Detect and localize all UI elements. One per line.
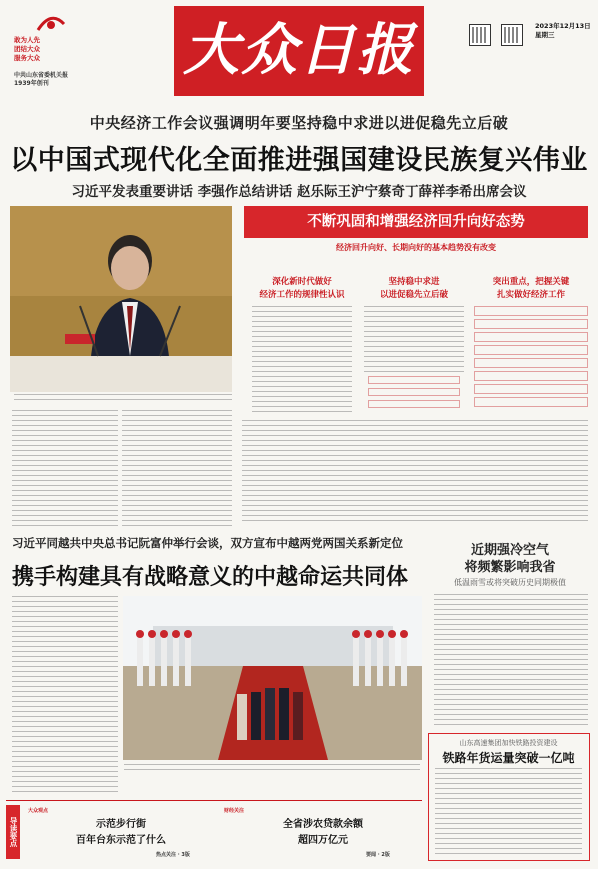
masthead (174, 6, 424, 96)
feature-tag (368, 400, 460, 408)
feature-tag (368, 388, 460, 396)
issue-date (535, 22, 591, 40)
feature-list-item (474, 345, 588, 355)
guide-title[interactable]: 超四万亿元 (298, 835, 348, 846)
header-right (431, 6, 592, 96)
feature-column-title[interactable]: 突出重点，把握关键 扎实做好经济工作 (492, 277, 570, 300)
slogan: 团结大众 (14, 45, 40, 53)
header-left (6, 6, 164, 96)
feature-list-item (474, 397, 588, 407)
founded-text: 1939年创刊 (14, 80, 49, 87)
lead-sub-headline: 习近平发表重要讲话 李强作总结讲话 赵乐际王沪宁蔡奇丁薛祥李希出席会议 (71, 184, 527, 200)
article-column (122, 410, 232, 528)
slogan: 敢为人先 (14, 36, 40, 44)
sidebar-sub: 低温雨雪或将突破历史同期极值 (454, 578, 566, 587)
feature-column-text (252, 306, 352, 416)
masthead-area (6, 6, 592, 96)
lead-headline[interactable]: 以中国式现代化全面推进强国建设民族复兴伟业 (10, 145, 588, 176)
ceremony-photo[interactable] (123, 596, 422, 760)
photo-caption (14, 394, 232, 404)
guide-title[interactable]: 全省涉农贷款余额 (283, 819, 363, 830)
guide-side-label: 导读要点 (6, 805, 20, 859)
highlight-headline[interactable]: 铁路年货运量突破一亿吨 (442, 751, 575, 765)
lead-pre-headline: 中央经济工作会议强调明年要坚持稳中求进以进促稳先立后破 (89, 114, 509, 132)
feature-column-title[interactable]: 深化新时代做好 经济工作的规律性认识 (259, 277, 345, 300)
bottom-guide (6, 800, 422, 862)
feature-list-item (474, 384, 588, 394)
qr-code-icon[interactable] (469, 24, 491, 46)
date-text: 2023年12月13日 (535, 22, 591, 30)
newspaper-logo-icon (36, 14, 66, 32)
guide-title[interactable]: 百年台东示范了什么 (76, 835, 166, 846)
feature-list-item (474, 319, 588, 329)
highlight-box[interactable] (428, 733, 590, 861)
slogan: 服务大众 (14, 54, 40, 62)
slogans (14, 36, 40, 63)
ceremony-caption (124, 764, 420, 772)
feature-column-title[interactable]: 坚持稳中求进 以进促稳先立后破 (379, 277, 448, 300)
guide-label: 财经关注 (224, 808, 245, 814)
feature-list-item (474, 306, 588, 316)
highlight-text (435, 768, 582, 856)
feature-body-text (242, 420, 588, 524)
second-article-column (12, 596, 118, 792)
feature-list-item (474, 371, 588, 381)
party-note (14, 72, 68, 88)
highlight-pre: 山东高速集团加快铁路投资建设 (459, 739, 558, 747)
feature-list-item (474, 332, 588, 342)
masthead-title: 大众日报 (183, 17, 415, 83)
qr-code-icon[interactable] (501, 24, 523, 46)
sidebar-text (434, 594, 588, 728)
guide-more-link[interactable]: 热点关注 · 3版 (156, 852, 190, 858)
speaker-photo-illustration (10, 206, 232, 392)
party-note-text: 中共山东省委机关报 (14, 72, 69, 79)
feature-banner[interactable]: 不断巩固和增强经济回升向好态势 (244, 206, 588, 238)
feature-list-item (474, 358, 588, 368)
feature-column-text (364, 306, 464, 372)
ceremony-photo-illustration (123, 596, 422, 760)
article-column (12, 410, 118, 528)
guide-title[interactable]: 示范步行街 (96, 819, 146, 830)
feature-list (474, 306, 588, 410)
weekday-text: 星期三 (535, 31, 555, 39)
feature-tag (368, 376, 460, 384)
second-pre-headline: 习近平同越共中央总书记阮富仲举行会谈，双方宣布中越两党两国关系新定位 (12, 536, 403, 550)
caption-text-lines (14, 394, 232, 404)
lead-photo[interactable] (10, 206, 232, 392)
sidebar-headline[interactable]: 近期强冷空气 将频繁影响我省 (464, 543, 556, 575)
guide-label: 大众观点 (28, 808, 49, 814)
feature-banner-sub: 经济回升向好、长期向好的基本趋势没有改变 (336, 243, 496, 252)
guide-more-link[interactable]: 要闻 · 2版 (366, 852, 390, 858)
second-headline[interactable]: 携手构建具有战略意义的中越命运共同体 (12, 564, 409, 590)
